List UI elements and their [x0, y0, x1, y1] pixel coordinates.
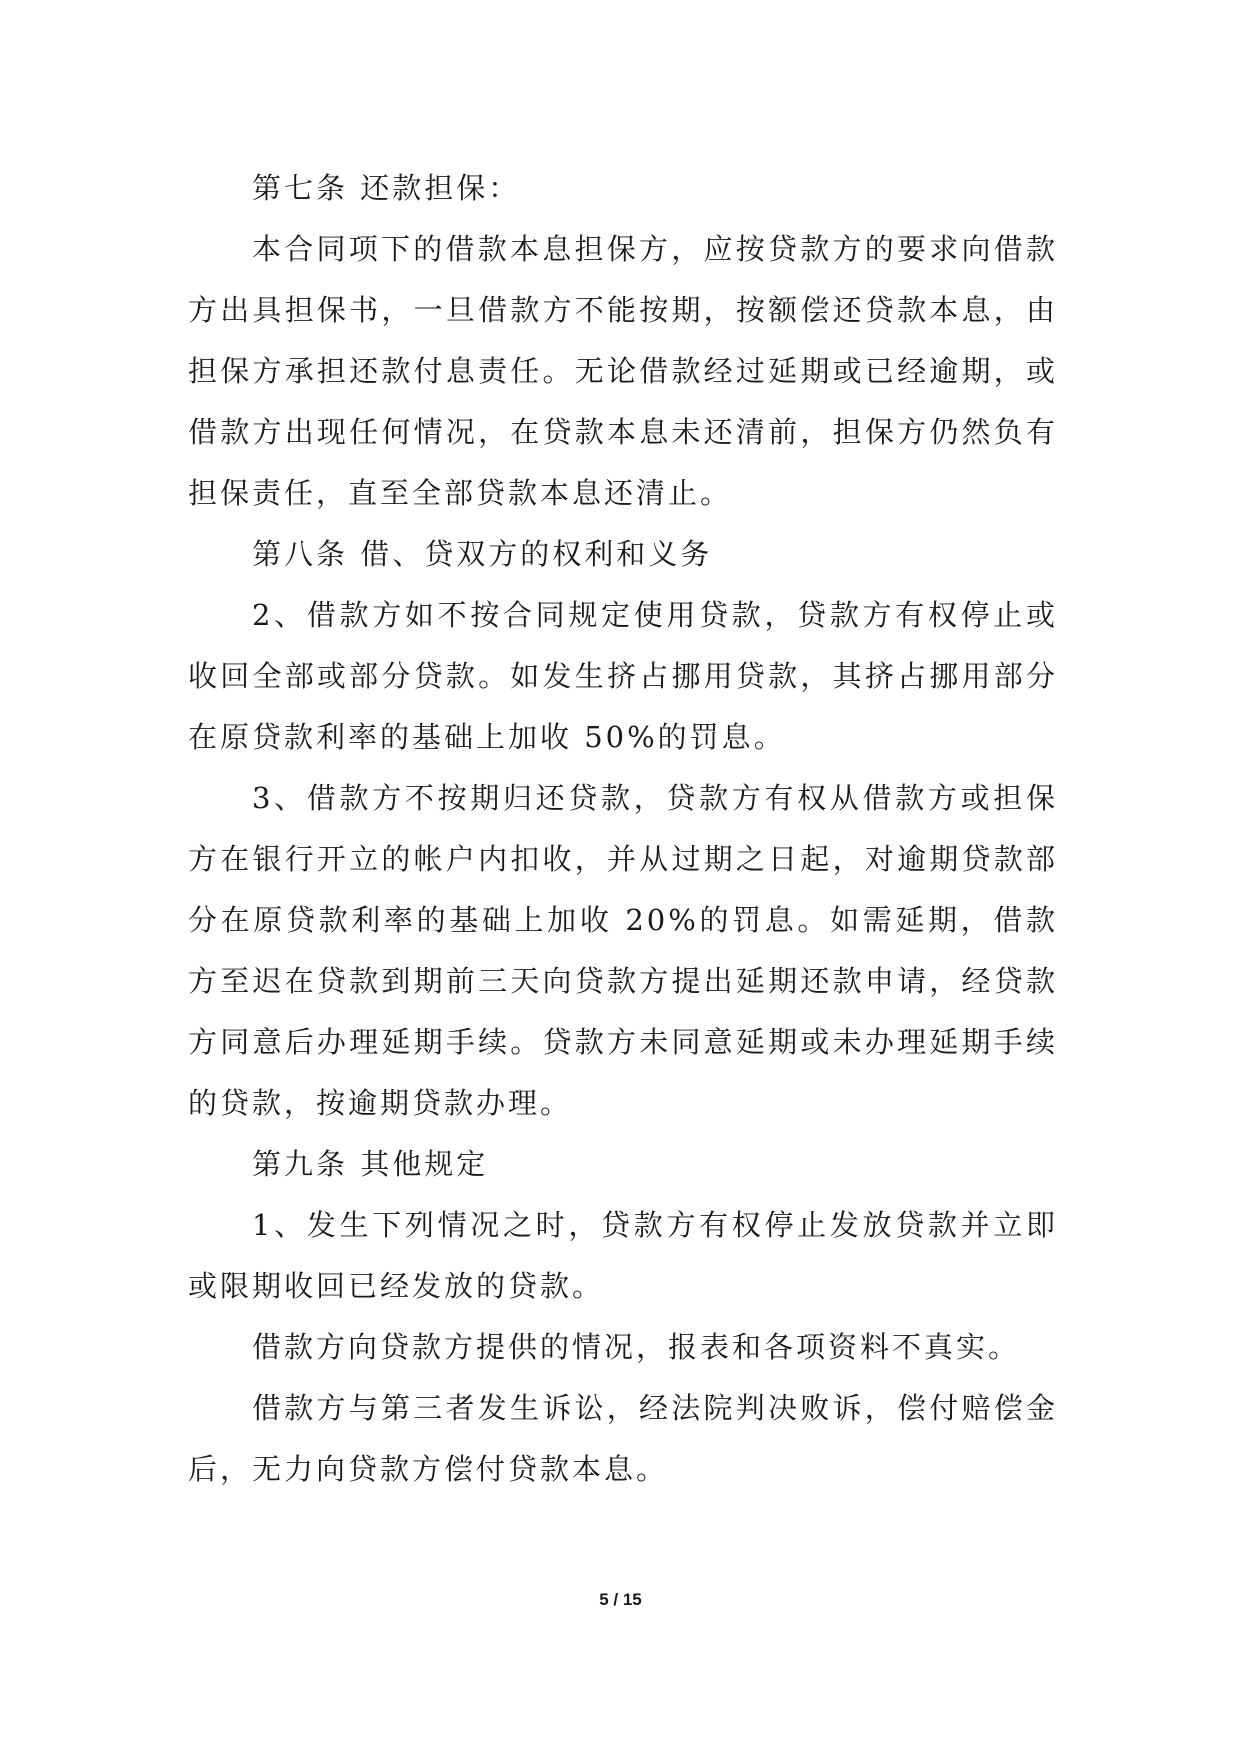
article-7-heading: 第七条 还款担保： — [252, 171, 521, 205]
article-9-item-a: 借款方向贷款方提供的情况，报表和各项资料不真实。 — [252, 1330, 1021, 1364]
article-9-clause-1: 1、发生下列情况之时，贷款方有权停止发放贷款并立即或限期收回已经发放的贷款。 — [188, 1208, 1058, 1303]
page-number: 5 / 15 — [599, 1590, 642, 1609]
article-7-body: 本合同项下的借款本息担保方，应按贷款方的要求向借款方出具担保书，一旦借款方不能按期，按额偿还贷款本息，由担保方承担还款付息责任。无论借款经过延期或已经逾期，或借款方出现任何情况，在贷款本息未还清前，担保方仍然负有担保责任，直至全部贷款本息还清止。 — [188, 232, 1058, 510]
article-9-heading: 第九条 其他规定 — [252, 1147, 489, 1181]
document-body — [188, 158, 1058, 1500]
article-8-clause-3: 3、借款方不按期归还贷款，贷款方有权从借款方或担保方在银行开立的帐户内扣收，并从过期之日起，对逾期贷款部分在原贷款利率的基础上加收 20%的罚息。如需延期，借款方至迟在贷款到期前三天向贷款方提出延期还款申请，经贷款方同意后办理延期手续。贷款方未同意延期或未办理延期手续的贷款，按逾期贷款办理。 — [188, 781, 1058, 1120]
article-9-item-b: 借款方与第三者发生诉讼，经法院判决败诉，偿付赔偿金后，无力向贷款方偿付贷款本息。 — [188, 1391, 1058, 1486]
article-8-heading: 第八条 借、贷双方的权利和义务 — [252, 537, 713, 571]
article-8-clause-2: 2、借款方如不按合同规定使用贷款，贷款方有权停止或收回全部或部分贷款。如发生挤占挪用贷款，其挤占挪用部分在原贷款利率的基础上加收 50%的罚息。 — [188, 598, 1058, 754]
